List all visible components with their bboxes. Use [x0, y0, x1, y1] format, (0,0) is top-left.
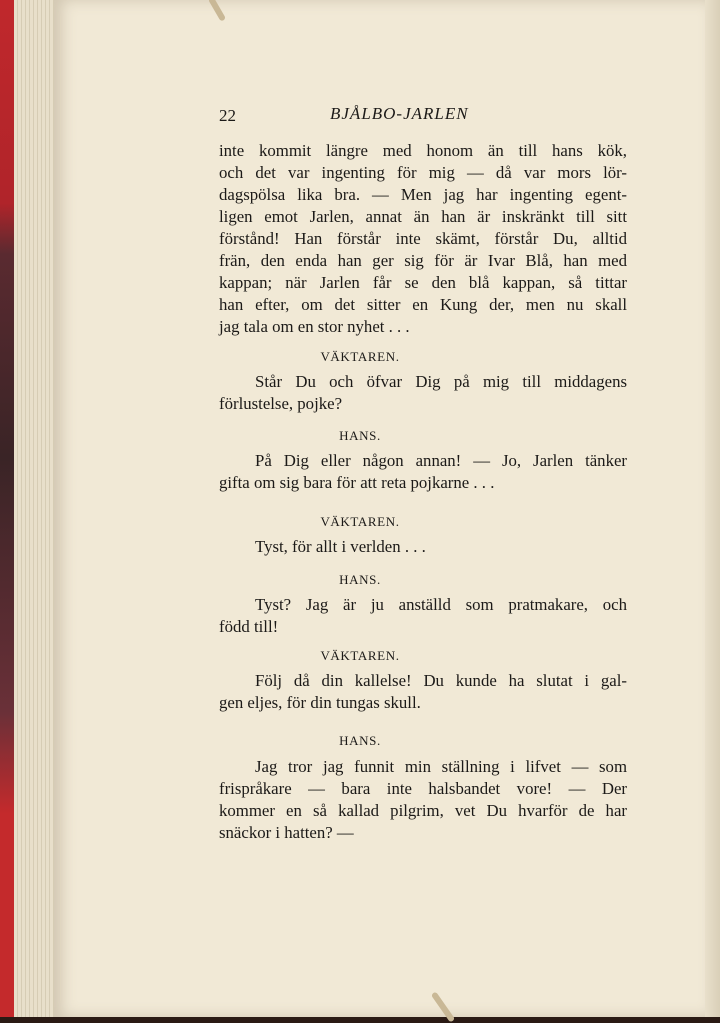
speaker-name: VÄKTAREN.	[320, 648, 400, 663]
text-line: förlustelse, pojke?	[219, 394, 343, 413]
speaker-name: HANS.	[339, 733, 381, 748]
text-line: Följ då din kallelse! Du kunde ha slutat i gal-	[255, 671, 627, 690]
text-line: Jag tror jag funnit min ställning i lifvet — som	[255, 757, 627, 776]
text-line: snäckor i hatten? —	[219, 823, 354, 842]
running-head: BJÅLBO-JARLEN	[330, 104, 469, 123]
text-line: kommer en så kallad pilgrim, vet Du hvarför de har	[219, 801, 627, 820]
text-line: född till!	[219, 617, 279, 636]
text-line: frispråkare — bara inte halsbandet vore! — Der	[219, 779, 627, 798]
text-line: gen eljes, för din tungas skull.	[219, 693, 421, 712]
text-line: han efter, om det sitter en Kung der, men nu skall	[219, 295, 627, 314]
text-line: och det var ingenting för mig — då var mors lör-	[219, 163, 627, 182]
page-number: 22	[219, 106, 236, 125]
book-binding	[0, 0, 14, 1017]
text-line: Tyst, för allt i verlden . . .	[255, 537, 426, 556]
text-line: frän, den enda han ger sig för är Ivar Blå, han med	[219, 251, 627, 270]
speaker-name: VÄKTAREN.	[320, 514, 400, 529]
right-page-edge	[705, 0, 720, 1017]
text-line: ligen emot Jarlen, annat än han är inskränkt till sitt	[219, 207, 627, 226]
text-line: Tyst? Jag är ju anställd som pratmakare, och	[255, 595, 627, 614]
text-line: gifta om sig bara för att reta pojkarne . . .	[219, 473, 495, 492]
page-edges	[14, 0, 54, 1017]
text-line: jag tala om en stor nyhet . . .	[219, 317, 410, 336]
text-line: inte kommit längre med honom än till hans kök,	[219, 141, 627, 160]
text-line: kappan; när Jarlen får se den blå kappan, så tittar	[219, 273, 627, 292]
speaker-name: HANS.	[339, 428, 381, 443]
speaker-name: VÄKTAREN.	[320, 349, 400, 364]
speaker-name: HANS.	[339, 572, 381, 587]
text-line: På Dig eller någon annan! — Jo, Jarlen tänker	[255, 451, 627, 470]
text-line: Står Du och öfvar Dig på mig till middagens	[255, 372, 627, 391]
text-line: dagspölsa lika bra. — Men jag har ingenting egent-	[219, 185, 627, 204]
text-line: förstånd! Han förstår inte skämt, förstår Du, alltid	[219, 229, 627, 248]
